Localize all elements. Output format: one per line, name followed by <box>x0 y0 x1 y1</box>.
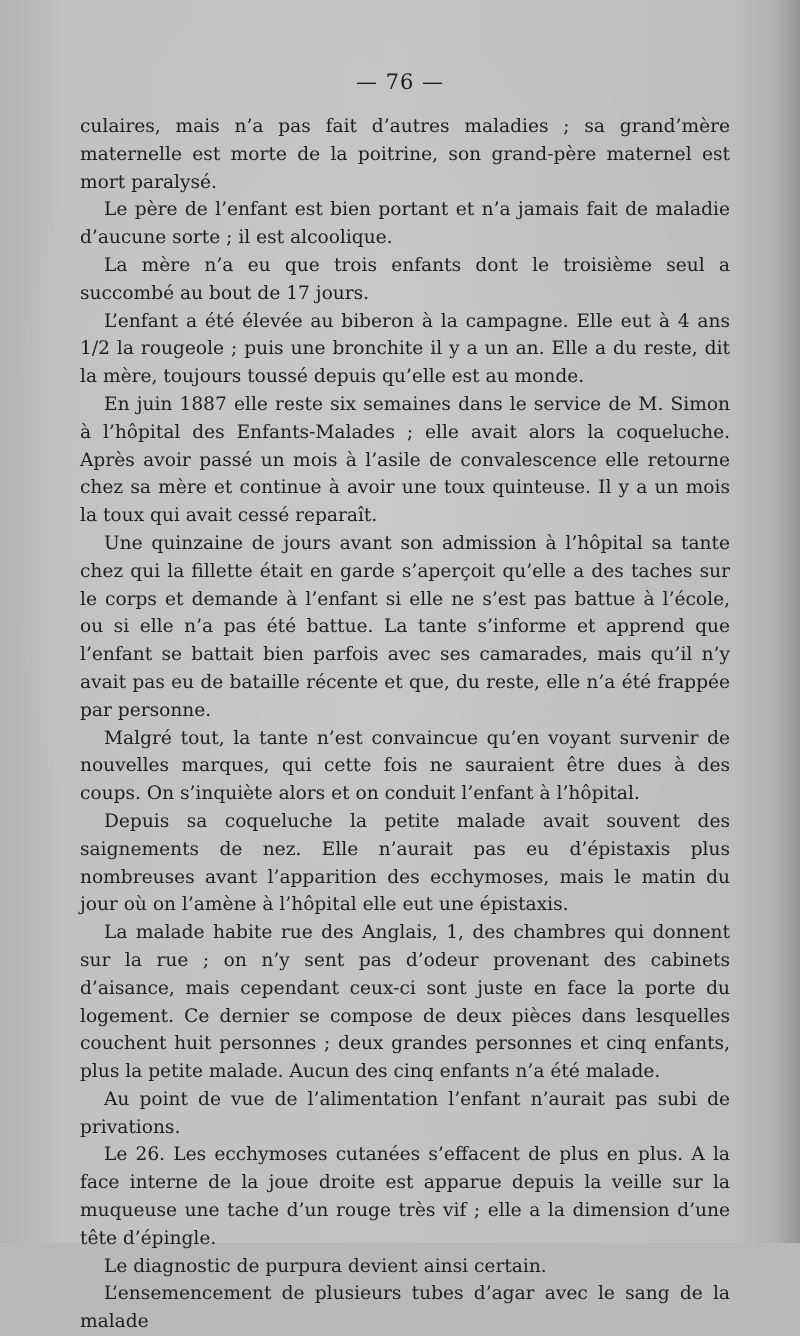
paragraph: L’ensemencement de plusieurs tubes d’agar avec le sang de la malade <box>80 1283 730 1333</box>
paragraph: La malade habite rue des Anglais, 1, des chambres qui donnent sur la rue ; on n’y sent pas d’odeur provenant des cabinets d’aisance, mais cependant ceux-ci sont juste en face la porte du logement. Ce dernier se compose de deux pièces dans lesquelles couchent huit personnes ; deux grandes personnes et cinq enfants, plus la petite malade. Aucun des cinq enfants n’a été malade. <box>80 922 730 1083</box>
paragraph: La mère n’a eu que trois enfants dont le troisième seul a succombé au bout de 17 jours. <box>80 254 730 304</box>
paragraph: Le 26. Les ecchymoses cutanées s’effacent de plus en plus. A la face interne de la joue droite est apparue depuis la veille sur la muqueuse une tache d’un rouge très vif ; elle a la dimension d’une tête d’épingle. <box>80 1144 730 1249</box>
page-number: — 76 — <box>355 70 445 94</box>
paragraph: culaires, mais n’a pas fait d’autres maladies ; sa grand’mère maternelle est morte de la poitrine, son grand-père maternel est mort paralysé. <box>80 116 730 193</box>
paragraph: Une quinzaine de jours avant son admission à l’hôpital sa tante chez qui la fillette était en garde s’aperçoit qu’elle a des taches sur le corps et demande à l’enfant si elle ne s’est pas battue à l’école, ou si elle n’a pas été battue. La tante s’informe et apprend que l’enfant se battait bien parfois avec ses camarades, mais qu’il n’y avait pas eu de bataille récente et que, du reste, elle n’a été frappée par personne. <box>80 532 730 721</box>
paragraph: Le père de l’enfant est bien portant et n’a jamais fait de maladie d’aucune sorte ; il est alcoolique. <box>80 199 730 249</box>
paragraph: Au point de vue de l’alimentation l’enfant n’aurait pas subi de privations. <box>80 1088 730 1138</box>
paragraph: Le diagnostic de purpura devient ainsi certain. <box>104 1255 547 1277</box>
body-text <box>80 113 730 1336</box>
paragraph: Malgré tout, la tante n’est convaincue qu’en voyant survenir de nouvelles marques, qui cette fois ne sauraient être dues à des coups. On s’inquiète alors et on conduit l’enfant à l’hôpital. <box>80 727 730 805</box>
paragraph: L’enfant a été élevée au biberon à la campagne. Elle eut à 4 ans 1/2 la rougeole ; puis une bronchite il y a un an. Elle a du reste, dit la mère, toujours toussé depuis qu’elle est au monde. <box>80 310 730 388</box>
paragraph: En juin 1887 elle reste six semaines dans le service de M. Simon à l’hôpital des Enfants-Malades ; elle avait alors la coqueluche. Après avoir passé un mois à l’asile de convalescence elle retourne chez sa mère et continue à avoir une toux quinteuse. Il y a un mois la toux qui avait cessé reparaît. <box>80 393 730 527</box>
paragraph: Depuis sa coqueluche la petite malade avait souvent des saignements de nez. Elle n’aurait pas eu d’épistaxis plus nombreuses avant l’apparition des ecchymoses, mais le matin du jour où on l’amène à l’hôpital elle eut une épistaxis. <box>80 810 730 916</box>
